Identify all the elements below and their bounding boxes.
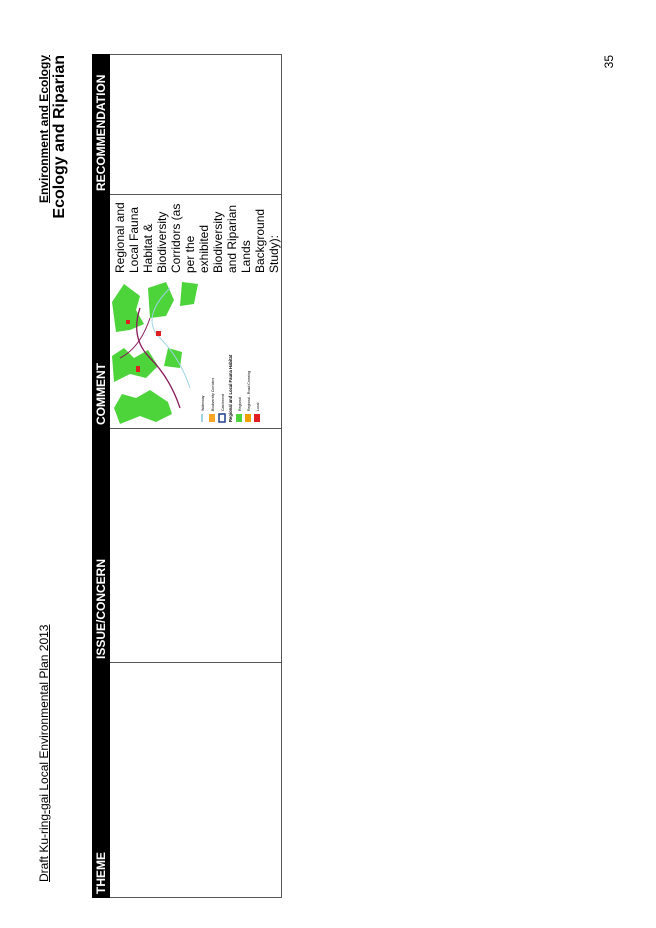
issue-cell	[110, 429, 282, 663]
column-header-comment: COMMENT	[93, 195, 110, 429]
svg-text:Regional and Local Fauna Habit: Regional and Local Fauna Habitat	[228, 354, 233, 422]
column-header-recommendation: RECOMMENDATION	[93, 55, 110, 195]
page-number: 35	[602, 55, 616, 69]
comment-cell	[110, 195, 282, 429]
column-header-theme: THEME	[93, 663, 110, 898]
svg-text:Catchment: Catchment	[221, 394, 225, 411]
theme-cell	[110, 663, 282, 898]
svg-text:Regional: Regional	[238, 397, 242, 411]
subsection-title: Ecology and Riparian	[51, 55, 68, 219]
recommendation-cell	[110, 55, 282, 195]
table-header-row	[93, 55, 110, 898]
svg-text:Regional - Road Crossing: Regional - Road Crossing	[247, 370, 251, 411]
column-header-issue: ISSUE/CONCERN	[93, 429, 110, 663]
document-title: Draft Ku-ring-gai Local Environmental Plan 2013	[37, 624, 51, 882]
svg-text:Waterway: Waterway	[201, 395, 205, 411]
comment-text: Regional and Local Fauna Habitat & Biodiversity Corridors (as per the exhibited Biodiversity and Riparian Lands Background Study):	[113, 202, 281, 273]
table-row	[110, 55, 282, 898]
svg-text:Biodiversity Corridors: Biodiversity Corridors	[211, 377, 215, 411]
section-title: Environment and Ecology	[37, 55, 51, 204]
submission-table	[92, 54, 282, 898]
svg-text:Local: Local	[256, 402, 260, 411]
fauna-habitat-map	[110, 278, 275, 428]
